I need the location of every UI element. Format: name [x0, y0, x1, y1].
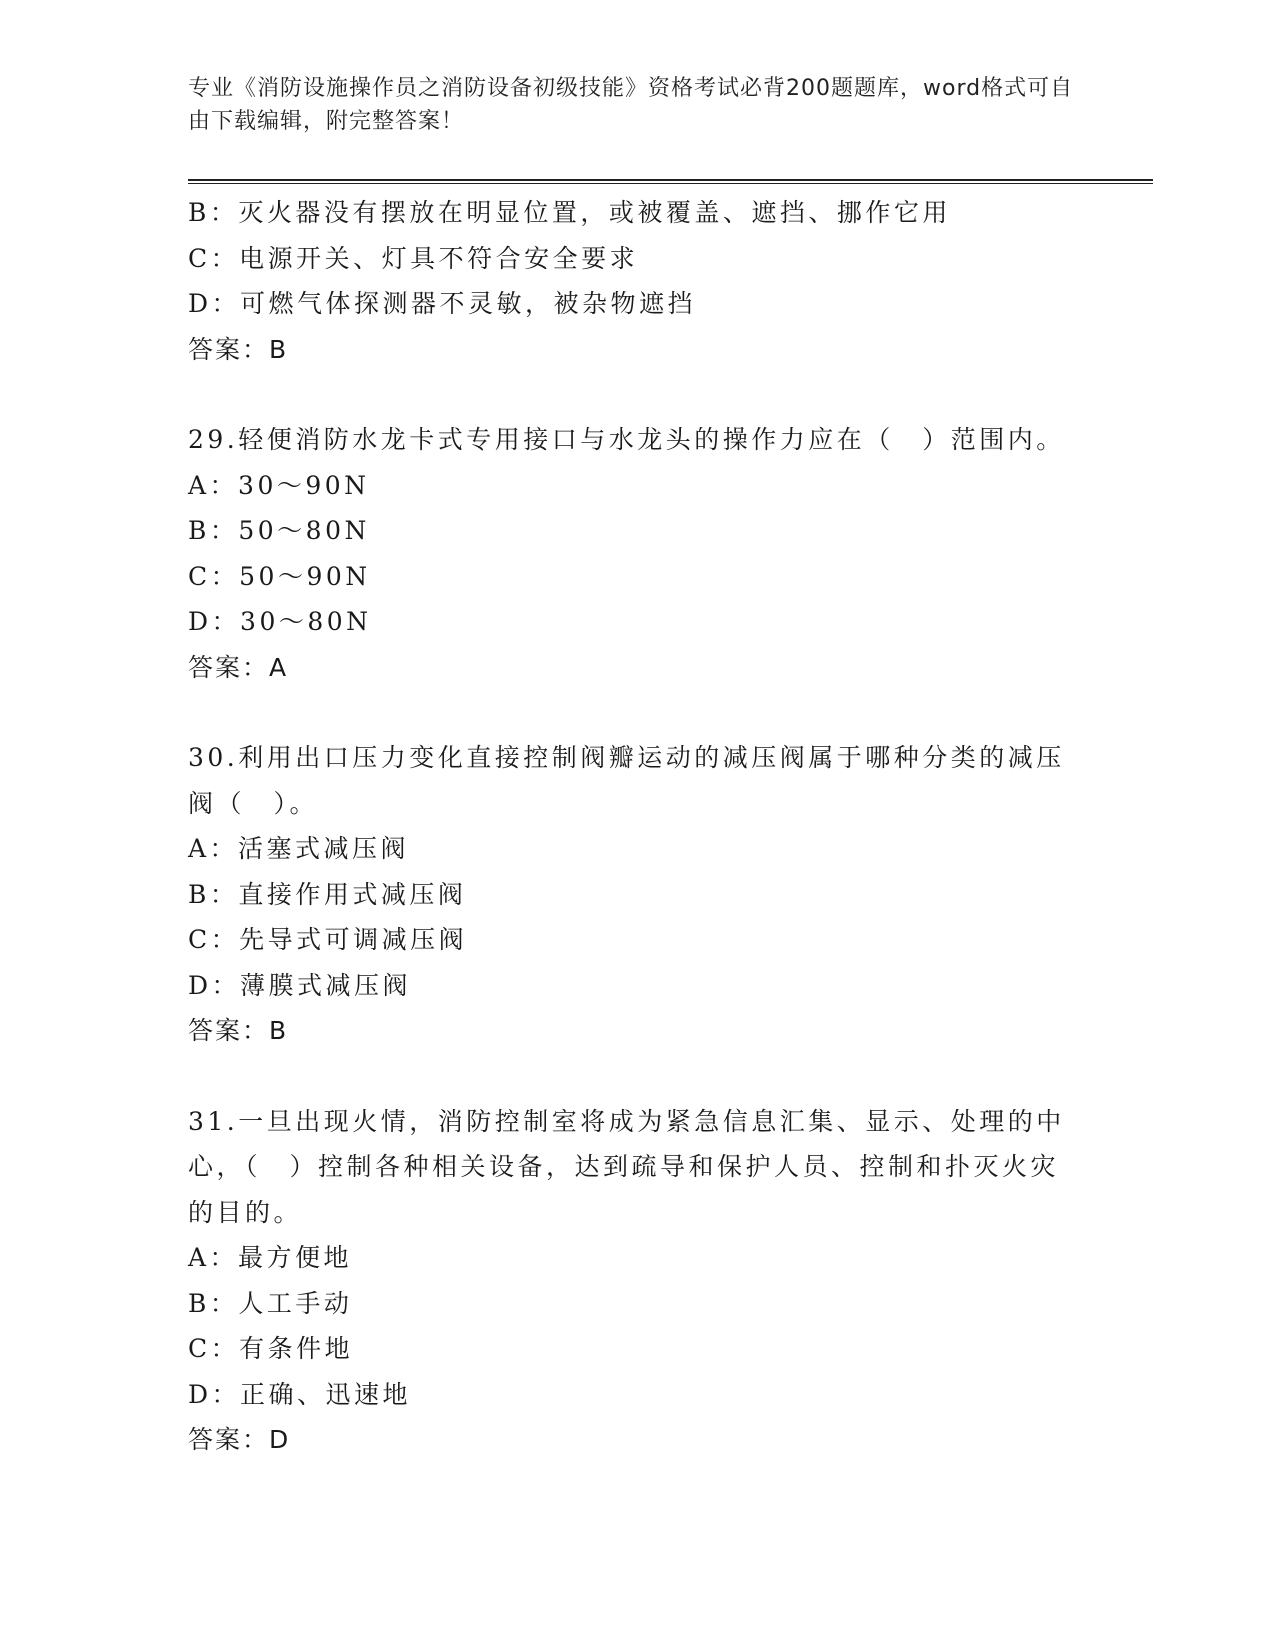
option-c: C：电源开关、灯具不符合安全要求: [188, 243, 639, 273]
answer-line: 答案：A: [188, 652, 289, 682]
option-c: C：有条件地: [188, 1334, 354, 1363]
question-block-31: [188, 1099, 1088, 1463]
option-a: A：30～90N: [188, 470, 370, 500]
option-c: C：先导式可调减压阀: [188, 925, 468, 954]
option-c: C：50～90N: [188, 561, 371, 591]
question-block-29: [188, 417, 1088, 690]
header-divider: [188, 179, 1153, 184]
question-stem: 31.一旦出现火情，消防控制室将成为紧急信息汇集、显示、处理的中心，（ ）控制各种相关设备，达到疏导和保护人员、控制和扑灭火灾的目的。: [188, 1106, 1065, 1227]
answer-line: 答案：B: [188, 334, 289, 364]
document-body: [188, 190, 1088, 1463]
option-d: D：30～80N: [188, 607, 372, 636]
question-block-28: [188, 190, 1088, 372]
option-d: D：可燃气体探测器不灵敏，被杂物遮挡: [188, 289, 697, 318]
option-b: B：50～80N: [188, 516, 370, 545]
option-b: B：人工手动: [188, 1288, 353, 1318]
option-a: A：活塞式减压阀: [188, 834, 410, 863]
option-a: A：最方便地: [188, 1243, 353, 1272]
answer-line: 答案：B: [188, 1016, 289, 1045]
question-stem: 29.轻便消防水龙卡式专用接口与水龙头的操作力应在（ ）范围内。: [188, 425, 1065, 454]
question-block-30: [188, 735, 1088, 1054]
answer-line: 答案：D: [188, 1425, 291, 1454]
document-header: 专业《消防设施操作员之消防设备初级技能》资格考试必背200题题库，word格式可自由下载编辑，附完整答案！: [188, 76, 1074, 134]
option-d: D：正确、迅速地: [188, 1379, 412, 1409]
option-b: B：灭火器没有摆放在明显位置，或被覆盖、遮挡、挪作它用: [188, 198, 951, 227]
option-b: B：直接作用式减压阀: [188, 879, 467, 909]
question-stem: 30.利用出口压力变化直接控制阀瓣运动的减压阀属于哪种分类的减压阀（ ）。: [188, 743, 1065, 818]
option-d: D：薄膜式减压阀: [188, 970, 412, 1000]
